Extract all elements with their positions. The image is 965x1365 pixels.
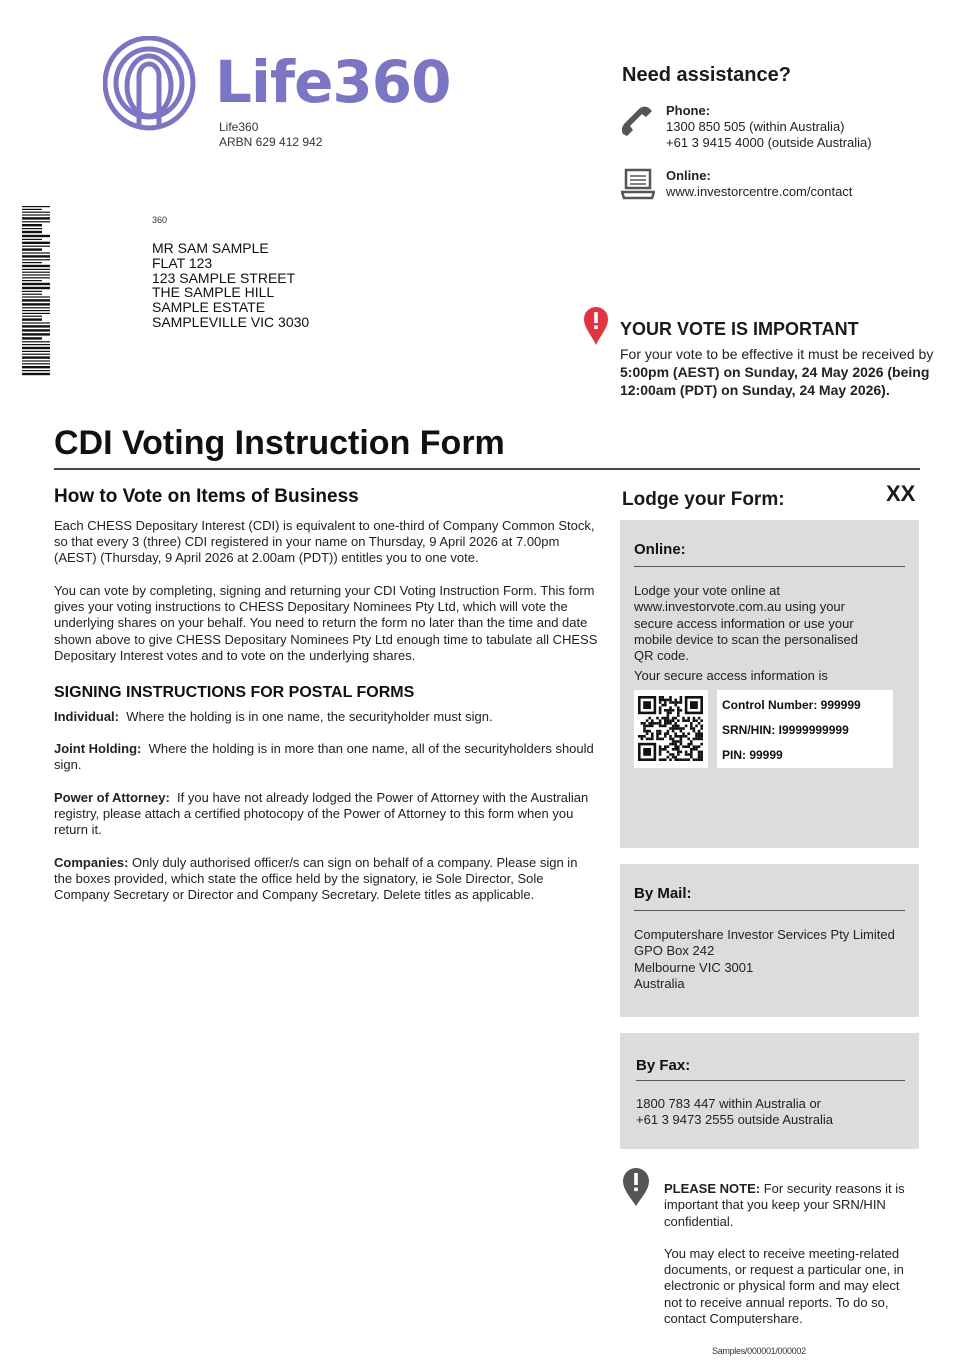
phone-line: 1300 850 505 (within Australia) [666, 119, 845, 134]
how-to-vote-para2: You can vote by completing, signing and returning your CDI Voting Instruction Form. This form gives your voting instructions to CHESS Depositary Nominees Pty Ltd, which will vote the underlying shares on your behalf. You need to return the form no later than the time and date shown above to give CHESS Depositary Nominees Pty Ltd enough time to tabulate all CHESS Depositary Interest votes and to vote on the underlying shares. [54, 583, 598, 663]
address-line: FLAT 123 [152, 254, 213, 271]
address-line: 123 SAMPLE STREET [152, 269, 296, 286]
address-line: MR SAM SAMPLE [152, 240, 269, 256]
online-instructions: Lodge your vote online at www.investorvote.com.au using your secure access information or use your mobile device to scan the personalised QR code. [634, 583, 859, 664]
online-label: Online: [666, 168, 711, 183]
mail-address [634, 927, 909, 992]
individual-text: Where the holding is in one name, the securityholder must sign. [126, 709, 493, 724]
joint-text: Where the holding is in more than one name, all of the securityholders should sign. [54, 741, 594, 773]
phone-line: +61 3 9415 4000 (outside Australia) [666, 135, 872, 150]
fax-line: +61 3 9473 2555 outside Australia [636, 1112, 833, 1128]
holder-address [152, 241, 309, 330]
fax-numbers [636, 1096, 911, 1129]
signing-poa [54, 790, 599, 839]
poa-text: If you have not already lodged the Power of Attorney with the Australian registry, please attach a certified photocopy of the Power of Attorney to this form when you return it. [54, 790, 589, 838]
how-to-vote-para1: Each CHESS Depositary Interest (CDI) is equivalent to one-third of Company Common Stock, so that every 3 (three) CDI registered in your name on Thursday, 9 April 2026 at 7.00pm (AEST) (Thursday, 9 April 2026 at 2.00am (PDT)) entitles you to one vote. [54, 518, 595, 566]
logo-wordmark: Life360 [215, 48, 451, 116]
companies-label: Companies: [54, 855, 129, 870]
online-divider [634, 566, 905, 567]
fax-heading: By Fax: [636, 1057, 691, 1074]
address-line: THE SAMPLE HILL [152, 284, 275, 301]
online-contact [666, 168, 852, 200]
fax-panel [620, 1033, 919, 1149]
address-line: SAMPLE ESTATE [152, 299, 266, 316]
vote-text-plain: For your vote to be effective it must be received by [620, 346, 934, 362]
fax-line: 1800 783 447 within Australia or [636, 1096, 822, 1111]
address-line: SAMPLEVILLE VIC 3030 [152, 313, 310, 330]
how-to-vote-heading: How to Vote on Items of Business [54, 486, 359, 507]
assistance-title: Need assistance? [622, 64, 791, 86]
phone-label: Phone: [666, 103, 711, 118]
mail-line: Australia [634, 975, 685, 991]
note-para2: You may elect to receive meeting-related documents, or request a particular one, in electronic or physical form and may elect not to receive annual reports. To do so, contact Computershare. [664, 1245, 904, 1327]
mail-line: GPO Box 242 [634, 943, 715, 959]
sample-code: Samples/000001/000002 [712, 1346, 806, 1356]
control-number: Control Number: 999999 [722, 698, 861, 712]
online-url: www.investorcentre.com/contact [666, 184, 853, 199]
company-name: Life360 [219, 120, 259, 134]
title-divider [54, 468, 920, 470]
alert-icon [622, 1167, 650, 1207]
individual-label: Individual: [54, 709, 119, 724]
please-note [664, 1181, 914, 1327]
phone-icon [619, 104, 655, 140]
vote-deadline: 5:00pm (AEST) on Sunday, 24 May 2026 (being 12:00am (PDT) on Sunday, 24 May 2026). [620, 364, 930, 399]
secure-access-label: Your secure access information is [634, 668, 828, 683]
form-title: CDI Voting Instruction Form [54, 424, 505, 462]
phone-contact [666, 103, 872, 151]
mail-heading: By Mail: [634, 885, 692, 902]
joint-label: Joint Holding: [54, 741, 142, 756]
signing-heading: SIGNING INSTRUCTIONS FOR POSTAL FORMS [54, 684, 415, 701]
fax-divider [636, 1080, 905, 1081]
poa-label: Power of Attorney: [54, 790, 170, 805]
sequence-number: 360 [152, 215, 168, 225]
pin: PIN: 99999 [722, 748, 783, 762]
note-para1 [664, 1181, 914, 1230]
mail-line: Computershare Investor Services Pty Limited [634, 927, 895, 942]
mail-line: Melbourne VIC 3001 [634, 959, 754, 975]
secure-access-details [717, 690, 893, 768]
form-marker: XX [886, 481, 916, 506]
companies-text: Only duly authorised officer/s can sign on behalf of a company. Please sign in the boxes provided, which state the office held by the signatory, ie Sole Director, Sole Company Secretary or Director and Company Secretary. Delete titles as applicable. [54, 855, 578, 903]
company-details [219, 120, 322, 150]
signing-individual [54, 709, 599, 725]
mail-divider [634, 910, 905, 911]
signing-companies [54, 855, 599, 904]
qr-code [634, 690, 708, 768]
postal-barcode [22, 206, 50, 378]
vote-important-title: YOUR VOTE IS IMPORTANT [620, 319, 859, 339]
note-label: PLEASE NOTE: [664, 1181, 761, 1196]
arbn: ARBN 629 412 942 [219, 135, 323, 149]
note-text1: For security reasons it is important that you keep your SRN/HIN confidential. [664, 1181, 905, 1229]
laptop-icon [621, 168, 655, 200]
online-heading: Online: [634, 541, 686, 558]
lodge-title: Lodge your Form: [622, 489, 785, 510]
vote-deadline-text [620, 345, 935, 400]
srn-hin: SRN/HIN: I9999999999 [722, 723, 849, 737]
signing-joint [54, 741, 599, 773]
alert-icon [583, 306, 609, 346]
